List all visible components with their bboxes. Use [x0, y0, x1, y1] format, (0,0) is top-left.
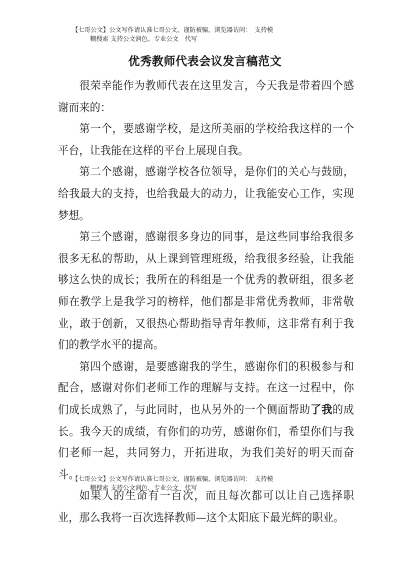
page-footer-watermark [72, 475, 372, 493]
footer-line-1: 【七哥公文】公文写作请认准七哥公文，谨防被骗，浏览器访问： 支持模 [72, 476, 274, 483]
paragraph-thanks-students-text-cont: 的成长。我今天的成绩，有你们的功劳，感谢你们，希望你们与我们老师一起，共同努力，开拓进取，为我们美好的明天而奋斗。 [58, 403, 355, 481]
document-title: 优秀教师代表会议发言稿范文 [128, 54, 282, 68]
paragraph-thanks-leaders: 第二个感谢，感谢学校各位领导，是你们的关心与鼓励，给我最大的支持，也给我最大的动力，让我能安心工作，实现梦想。 [58, 166, 354, 222]
header-line-2: 糊搜索 支持公文润色、专业公文 代写 [90, 36, 198, 43]
page-header-watermark [72, 26, 372, 44]
header-line-1: 【七哥公文】公文写作请认准七哥公文，谨防被骗，浏览器访问： 支持模 [72, 27, 274, 34]
paragraph-intro: 很荣幸能作为教师代表在这里发言，今天我是带着四个感谢而来的： [58, 80, 354, 114]
bold-phrase: 了我 [310, 403, 333, 416]
document-body [58, 76, 354, 529]
paragraph-thanks-students-text: 第四个感谢，是要感谢我的学生，感谢你们的积极参与和配合，感谢对你们老师工作的理解与支持。在这一过程中，你们成长成熟了，与此同时，也从另外的一个侧面帮助 [58, 360, 354, 416]
paragraph-thanks-school: 第一个，要感谢学校，是这所美丽的学校给我这样的一个平台，让我能在这样的平台上展现自我。 [58, 123, 354, 157]
footer-line-2: 糊搜索 支持公文润色、专业公文 代写 [90, 485, 198, 492]
paragraph-closing: 如果人的生命有一百次，而且每次都可以让自己选择职业，那么我将一百次选择教师—这个太阳底下最光辉的职业。 [58, 490, 354, 524]
paragraph-thanks-colleagues: 第三个感谢，感谢很多身边的同事，是这些同事给我很多很多无私的帮助，从上课到管理班级，给我很多经验，让我能够这么快的成长；我所在的科组是一个优秀的教研组，很多老师在教学上是我学习的榜样，他们都是非常优秀教师，非常敬业，敢于创新，又很热心帮助指导青年教师，这非常有利于我们的教学水平的提高。 [58, 231, 354, 352]
paragraph-thanks-students [58, 357, 354, 487]
